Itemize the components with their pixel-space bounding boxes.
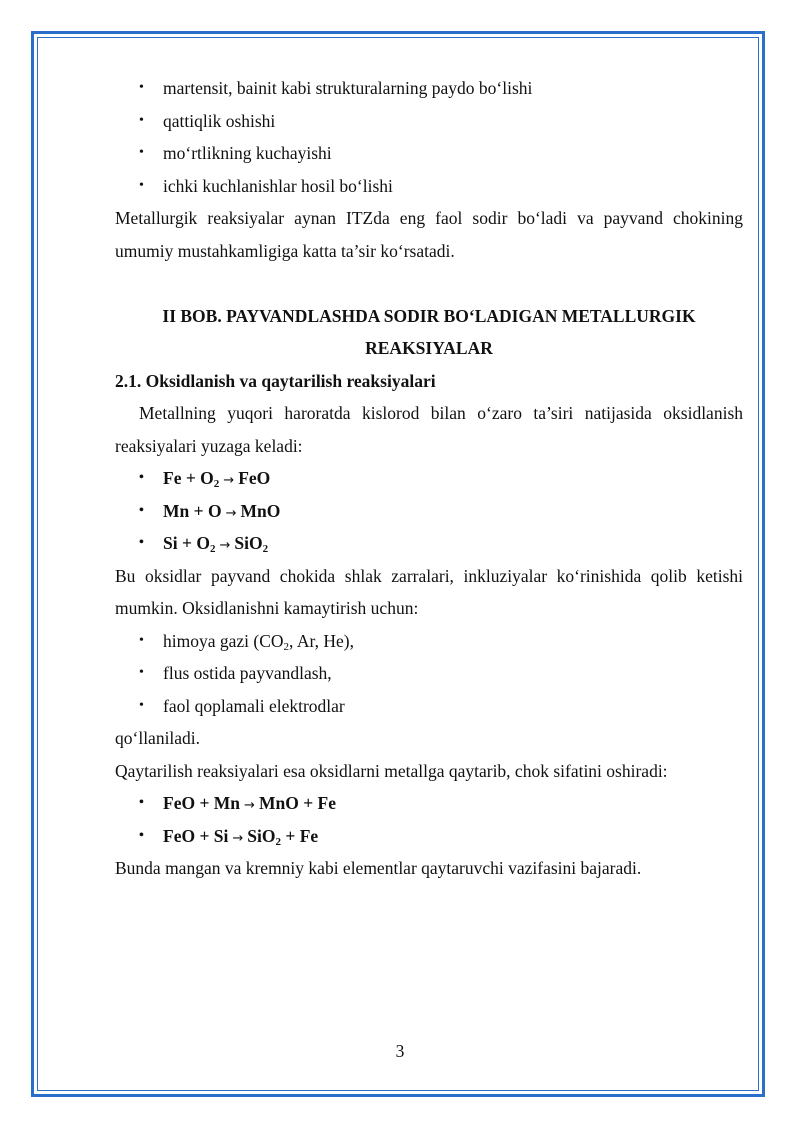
list-item: [115, 72, 743, 105]
bullet-icon: •: [139, 665, 144, 680]
closing-paragraph: Bunda mangan va kremniy kabi elementlar qaytaruvchi vazifasini bajaradi.: [115, 858, 642, 878]
reaction-arrow-icon: →: [219, 538, 231, 553]
reaction-equation: [115, 495, 743, 528]
subscript: 2: [275, 835, 282, 848]
list-item-text: mo‘rtlikning kuchayishi: [163, 143, 332, 163]
bullet-icon: •: [139, 112, 144, 128]
list-item-text: himoya gazi (CO: [163, 630, 284, 651]
section-title: 2.1. Oksidlanish va qaytarilish reaksiyalari: [115, 370, 436, 391]
reaction-arrow-icon: →: [244, 798, 255, 813]
bullet-icon: •: [139, 80, 144, 95]
list-item-text: faol qoplamali elektrodlar: [163, 695, 345, 716]
reaction-reactants: Si + O: [163, 533, 210, 553]
bullet-icon: •: [139, 177, 144, 193]
reduction-reaction-list: [115, 787, 743, 852]
bullet-icon: •: [139, 827, 144, 843]
list-item: [115, 137, 743, 170]
reaction-equation: [115, 787, 743, 820]
oxidation-intro-paragraph: Metallning yuqori haroratda kislorod bilan o‘zaro ta’siri natijasida oksidlanish reaksiyalari yuzaga keladi:: [115, 403, 743, 456]
list-item: [115, 657, 743, 690]
intro-paragraph: Metallurgik reaksiyalar aynan ITZda eng faol sodir bo‘ladi va payvand chokining umumiy mustahkamligiga katta ta’sir ko‘rsatadi.: [115, 208, 743, 261]
reaction-reactants: Fe + O: [163, 468, 214, 488]
bullet-icon: •: [139, 795, 144, 810]
applied-line: qo‘llaniladi.: [115, 728, 201, 748]
reaction-reactants: FeO + Mn: [163, 793, 241, 813]
bullet-icon: •: [139, 535, 144, 550]
list-item-text: qattiqlik oshishi: [163, 110, 276, 131]
subscript: 2: [209, 543, 216, 555]
subscript: 2: [213, 478, 220, 490]
list-item-text: flus ostida payvandlash,: [163, 663, 332, 683]
oxidation-reaction-list: [115, 462, 743, 560]
reaction-products: MnO: [240, 500, 281, 521]
reaction-arrow-icon: →: [225, 505, 237, 521]
reaction-equation: [115, 462, 743, 495]
reaction-reactants: FeO + Si: [163, 825, 229, 846]
list-item-text: martensit, bainit kabi strukturalarning paydo bo‘lishi: [163, 78, 533, 98]
bullet-icon: •: [139, 145, 144, 160]
subscript: 2: [283, 640, 290, 653]
bullet-icon: •: [139, 697, 144, 713]
chapter-title: II BOB. PAYVANDLASHDA SODIR BO‘LADIGAN METALLURGIK REAKSIYALAR: [162, 305, 696, 358]
reaction-products: SiO: [234, 533, 263, 553]
reaction-products: SiO: [247, 825, 276, 846]
reaction-equation: [115, 820, 743, 853]
bullet-icon: •: [139, 470, 144, 485]
list-item: [115, 690, 743, 723]
bullet-icon: •: [139, 632, 144, 648]
reaction-products: FeO: [238, 468, 271, 488]
reaction-products: MnO + Fe: [258, 793, 336, 813]
list-item: [115, 105, 743, 138]
reaction-equation: [115, 527, 743, 560]
page-content: [115, 72, 743, 885]
reduction-intro-paragraph: Qaytarilish reaksiyalari esa oksidlarni metallga qaytarib, chok sifatini oshiradi:: [115, 760, 668, 781]
protection-bullet-list: [115, 625, 743, 723]
list-item-text-tail: , Ar, He),: [289, 630, 354, 651]
slag-paragraph: Bu oksidlar payvand chokida shlak zarralari, inkluziyalar ko‘rinishida qolib ketishi mumkin. Oksidlanishni kamaytirish uchun:: [115, 565, 743, 618]
page-number: 3: [395, 1041, 405, 1061]
intro-bullet-list: [115, 72, 743, 202]
subscript: 2: [262, 543, 269, 555]
reaction-arrow-icon: →: [223, 473, 235, 488]
blank-line: [115, 267, 743, 300]
reaction-reactants: Mn + O: [163, 500, 222, 521]
list-item: [115, 625, 743, 658]
list-item: [115, 170, 743, 203]
reaction-products-tail: + Fe: [281, 825, 319, 846]
list-item-text: ichki kuchlanishlar hosil bo‘lishi: [163, 175, 393, 196]
bullet-icon: •: [139, 502, 144, 518]
reaction-arrow-icon: →: [232, 830, 244, 846]
